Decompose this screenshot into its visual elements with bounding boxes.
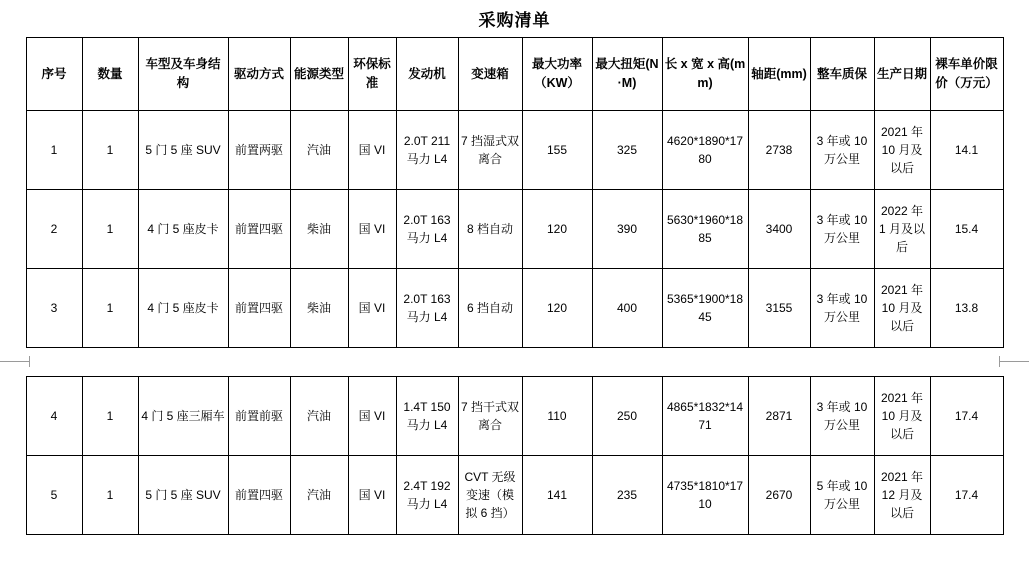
cell-gearbox: 8 档自动 — [458, 190, 522, 269]
cell-qty: 1 — [82, 269, 138, 348]
cell-gearbox: 7 挡湿式双离合 — [458, 111, 522, 190]
cell-warranty: 3 年或 10 万公里 — [810, 377, 874, 456]
column-header-price: 裸车单价限价（万元） — [930, 38, 1003, 111]
cell-torque: 325 — [592, 111, 662, 190]
cell-energy: 汽油 — [290, 456, 348, 535]
cell-seq: 2 — [26, 190, 82, 269]
table-row — [26, 190, 1003, 269]
cell-seq: 5 — [26, 456, 82, 535]
cell-power: 110 — [522, 377, 592, 456]
column-header-power: 最大功率（KW） — [522, 38, 592, 111]
cell-power: 120 — [522, 190, 592, 269]
cell-wheelbase: 3155 — [748, 269, 810, 348]
cell-engine: 2.0T 163 马力 L4 — [396, 269, 458, 348]
column-header-dimensions: 长 x 宽 x 高(mm) — [662, 38, 748, 111]
cell-drive: 前置四驱 — [228, 269, 290, 348]
cell-body: 4 门 5 座皮卡 — [138, 269, 228, 348]
column-header-gearbox: 变速箱 — [458, 38, 522, 111]
column-header-body: 车型及车身结构 — [138, 38, 228, 111]
cell-power: 155 — [522, 111, 592, 190]
cell-wheelbase: 2738 — [748, 111, 810, 190]
column-header-energy: 能源类型 — [290, 38, 348, 111]
cell-warranty: 3 年或 10 万公里 — [810, 190, 874, 269]
cell-dimensions: 4735*1810*1710 — [662, 456, 748, 535]
column-header-wheelbase: 轴距(mm) — [748, 38, 810, 111]
cell-emission: 国 VI — [348, 377, 396, 456]
cell-seq: 3 — [26, 269, 82, 348]
cell-drive: 前置四驱 — [228, 456, 290, 535]
column-header-production-date: 生产日期 — [874, 38, 930, 111]
page-break-line-left — [0, 361, 30, 362]
cell-emission: 国 VI — [348, 111, 396, 190]
cell-energy: 柴油 — [290, 190, 348, 269]
cell-wheelbase: 2670 — [748, 456, 810, 535]
cell-emission: 国 VI — [348, 269, 396, 348]
cell-gearbox: CVT 无级变速（模拟 6 挡） — [458, 456, 522, 535]
column-header-drive: 驱动方式 — [228, 38, 290, 111]
cell-dimensions: 4620*1890*1780 — [662, 111, 748, 190]
page-break-tick-right — [999, 356, 1000, 367]
cell-torque: 390 — [592, 190, 662, 269]
cell-production-date: 2021 年 12 月及以后 — [874, 456, 930, 535]
column-header-qty: 数量 — [82, 38, 138, 111]
cell-drive: 前置两驱 — [228, 111, 290, 190]
cell-price: 15.4 — [930, 190, 1003, 269]
cell-drive: 前置四驱 — [228, 190, 290, 269]
cell-dimensions: 5365*1900*1845 — [662, 269, 748, 348]
table-row — [26, 456, 1003, 535]
column-header-seq: 序号 — [26, 38, 82, 111]
cell-gearbox: 6 挡自动 — [458, 269, 522, 348]
cell-engine: 1.4T 150 马力 L4 — [396, 377, 458, 456]
page-title: 采购清单 — [478, 11, 551, 30]
cell-qty: 1 — [82, 111, 138, 190]
cell-production-date: 2022 年 1 月及以后 — [874, 190, 930, 269]
cell-wheelbase: 3400 — [748, 190, 810, 269]
cell-production-date: 2021 年 10 月及以后 — [874, 377, 930, 456]
column-header-engine: 发动机 — [396, 38, 458, 111]
column-header-warranty: 整车质保 — [810, 38, 874, 111]
page-break-tick-left — [29, 356, 30, 367]
procurement-table-page-1 — [26, 37, 1004, 348]
cell-warranty: 5 年或 10 万公里 — [810, 456, 874, 535]
cell-engine: 2.0T 211 马力 L4 — [396, 111, 458, 190]
cell-engine: 2.4T 192 马力 L4 — [396, 456, 458, 535]
cell-dimensions: 4865*1832*1471 — [662, 377, 748, 456]
column-header-emission: 环保标准 — [348, 38, 396, 111]
table-row — [26, 269, 1003, 348]
cell-qty: 1 — [82, 456, 138, 535]
cell-body: 5 门 5 座 SUV — [138, 456, 228, 535]
cell-wheelbase: 2871 — [748, 377, 810, 456]
cell-qty: 1 — [82, 190, 138, 269]
cell-warranty: 3 年或 10 万公里 — [810, 111, 874, 190]
cell-body: 4 门 5 座三厢车 — [138, 377, 228, 456]
cell-production-date: 2021 年 10 月及以后 — [874, 111, 930, 190]
cell-body: 4 门 5 座皮卡 — [138, 190, 228, 269]
cell-price: 14.1 — [930, 111, 1003, 190]
cell-torque: 400 — [592, 269, 662, 348]
cell-power: 141 — [522, 456, 592, 535]
cell-power: 120 — [522, 269, 592, 348]
cell-qty: 1 — [82, 377, 138, 456]
cell-price: 13.8 — [930, 269, 1003, 348]
cell-price: 17.4 — [930, 456, 1003, 535]
table-row — [26, 111, 1003, 190]
cell-dimensions: 5630*1960*1885 — [662, 190, 748, 269]
cell-energy: 柴油 — [290, 269, 348, 348]
procurement-table-page-2 — [26, 376, 1004, 535]
page-break-line-right — [999, 361, 1029, 362]
cell-emission: 国 VI — [348, 456, 396, 535]
cell-torque: 235 — [592, 456, 662, 535]
cell-production-date: 2021 年 10 月及以后 — [874, 269, 930, 348]
cell-seq: 1 — [26, 111, 82, 190]
procurement-table-page-2-wrap — [0, 376, 1029, 535]
cell-seq: 4 — [26, 377, 82, 456]
page-break-marker — [0, 348, 1029, 376]
column-header-torque: 最大扭矩(N·M) — [592, 38, 662, 111]
cell-energy: 汽油 — [290, 111, 348, 190]
cell-engine: 2.0T 163 马力 L4 — [396, 190, 458, 269]
table-header-row — [26, 38, 1003, 111]
cell-price: 17.4 — [930, 377, 1003, 456]
cell-warranty: 3 年或 10 万公里 — [810, 269, 874, 348]
cell-body: 5 门 5 座 SUV — [138, 111, 228, 190]
cell-gearbox: 7 挡干式双离合 — [458, 377, 522, 456]
cell-torque: 250 — [592, 377, 662, 456]
cell-energy: 汽油 — [290, 377, 348, 456]
cell-drive: 前置前驱 — [228, 377, 290, 456]
cell-emission: 国 VI — [348, 190, 396, 269]
table-row — [26, 377, 1003, 456]
